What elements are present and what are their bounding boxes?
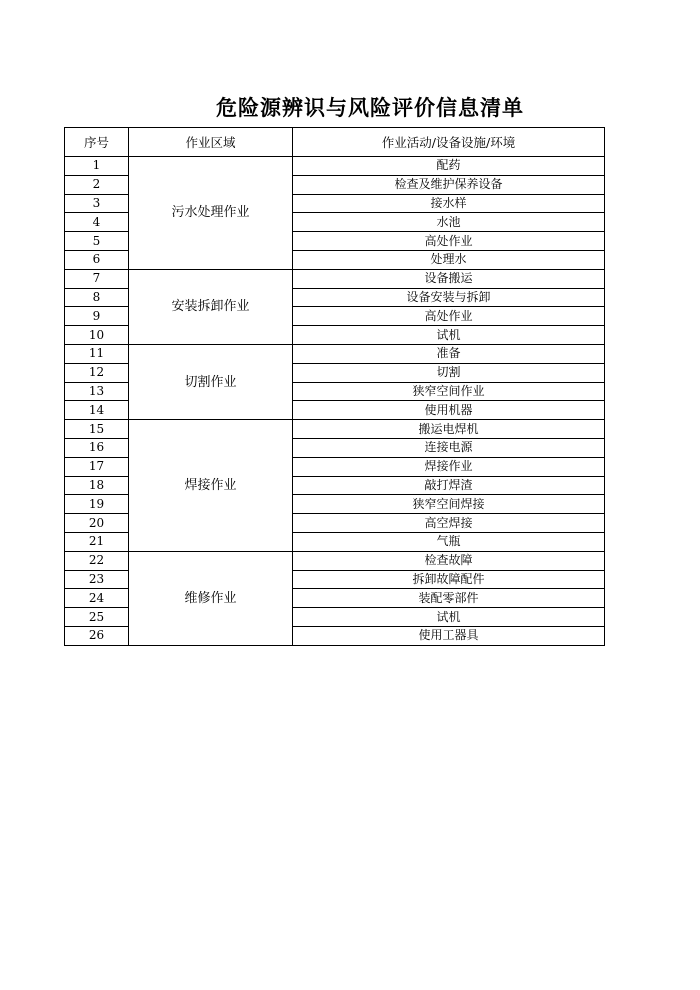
row-activity: 高处作业 bbox=[293, 307, 605, 326]
row-seq: 3 bbox=[65, 194, 129, 213]
row-activity: 使用机器 bbox=[293, 401, 605, 420]
table-row bbox=[65, 344, 605, 363]
row-seq: 1 bbox=[65, 157, 129, 176]
row-activity: 使用工器具 bbox=[293, 626, 605, 645]
hazard-table bbox=[64, 127, 605, 646]
row-activity: 狭窄空间作业 bbox=[293, 382, 605, 401]
row-seq: 18 bbox=[65, 476, 129, 495]
row-area: 焊接作业 bbox=[129, 420, 293, 552]
table-row bbox=[65, 551, 605, 570]
table-row bbox=[65, 420, 605, 439]
row-seq: 10 bbox=[65, 326, 129, 345]
row-area: 污水处理作业 bbox=[129, 157, 293, 270]
row-seq: 21 bbox=[65, 532, 129, 551]
row-seq: 19 bbox=[65, 495, 129, 514]
row-activity: 狭窄空间焊接 bbox=[293, 495, 605, 514]
row-activity: 装配零部件 bbox=[293, 589, 605, 608]
row-activity: 设备搬运 bbox=[293, 269, 605, 288]
row-activity: 焊接作业 bbox=[293, 457, 605, 476]
row-activity: 设备安装与拆卸 bbox=[293, 288, 605, 307]
row-area: 切割作业 bbox=[129, 344, 293, 419]
page-title: 危险源辨识与风险评价信息清单 bbox=[216, 96, 524, 120]
row-activity: 接水样 bbox=[293, 194, 605, 213]
row-area: 安装拆卸作业 bbox=[129, 269, 293, 344]
row-activity: 配药 bbox=[293, 157, 605, 176]
row-activity: 气瓶 bbox=[293, 532, 605, 551]
row-activity: 试机 bbox=[293, 326, 605, 345]
table-row bbox=[65, 269, 605, 288]
row-seq: 5 bbox=[65, 232, 129, 251]
row-seq: 11 bbox=[65, 344, 129, 363]
row-seq: 26 bbox=[65, 626, 129, 645]
header-seq: 序号 bbox=[65, 128, 129, 157]
table-header-row bbox=[65, 128, 605, 157]
row-activity: 检查故障 bbox=[293, 551, 605, 570]
row-activity: 检查及维护保养设备 bbox=[293, 175, 605, 194]
row-seq: 23 bbox=[65, 570, 129, 589]
row-seq: 9 bbox=[65, 307, 129, 326]
row-seq: 4 bbox=[65, 213, 129, 232]
header-activity: 作业活动/设备设施/环境 bbox=[293, 128, 605, 157]
row-activity: 切割 bbox=[293, 363, 605, 382]
row-activity: 敲打焊渣 bbox=[293, 476, 605, 495]
row-seq: 25 bbox=[65, 608, 129, 627]
row-activity: 高处作业 bbox=[293, 232, 605, 251]
row-activity: 搬运电焊机 bbox=[293, 420, 605, 439]
row-activity: 试机 bbox=[293, 608, 605, 627]
row-seq: 13 bbox=[65, 382, 129, 401]
row-activity: 水池 bbox=[293, 213, 605, 232]
row-seq: 7 bbox=[65, 269, 129, 288]
row-activity: 准备 bbox=[293, 344, 605, 363]
row-seq: 8 bbox=[65, 288, 129, 307]
row-activity: 处理水 bbox=[293, 250, 605, 269]
row-seq: 20 bbox=[65, 514, 129, 533]
row-seq: 6 bbox=[65, 250, 129, 269]
row-seq: 12 bbox=[65, 363, 129, 382]
table-row bbox=[65, 157, 605, 176]
row-activity: 拆卸故障配件 bbox=[293, 570, 605, 589]
row-seq: 16 bbox=[65, 438, 129, 457]
row-area: 维修作业 bbox=[129, 551, 293, 645]
row-seq: 22 bbox=[65, 551, 129, 570]
row-activity: 连接电源 bbox=[293, 438, 605, 457]
row-seq: 15 bbox=[65, 420, 129, 439]
row-seq: 2 bbox=[65, 175, 129, 194]
header-area: 作业区域 bbox=[129, 128, 293, 157]
row-seq: 24 bbox=[65, 589, 129, 608]
row-activity: 高空焊接 bbox=[293, 514, 605, 533]
row-seq: 17 bbox=[65, 457, 129, 476]
row-seq: 14 bbox=[65, 401, 129, 420]
table-body bbox=[65, 157, 605, 646]
